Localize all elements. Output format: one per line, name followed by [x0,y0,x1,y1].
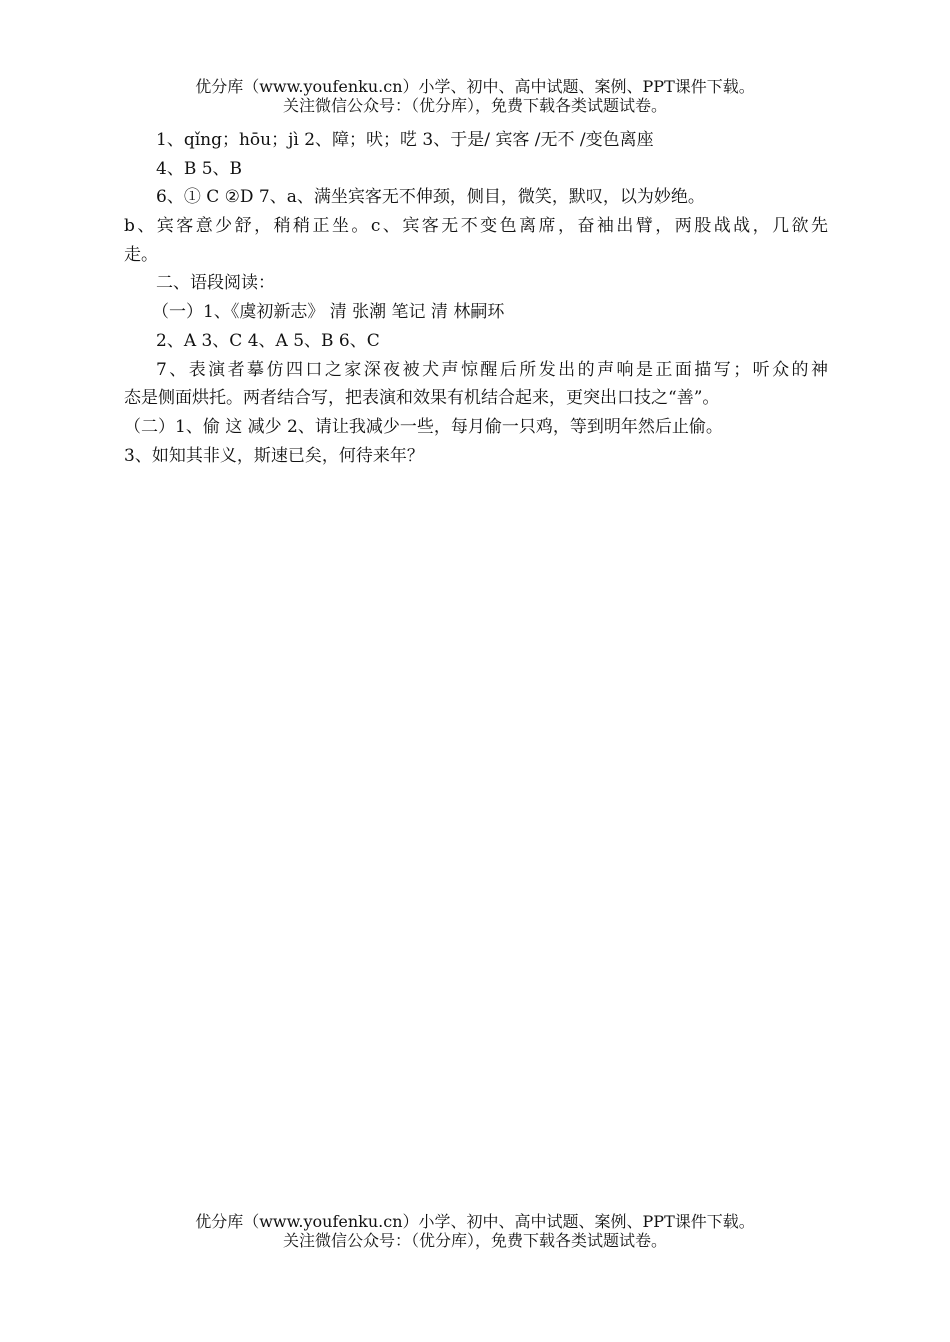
header-line-2: 关注微信公众号：（优分库），免费下载各类试题试卷。 [282,96,667,115]
answer-line-4: b、宾客意少舒，稍稍正坐。c、宾客无不变色离席，奋袖出臂，两股战战，几欲先 [124,216,828,237]
footer-line-2: 关注微信公众号：（优分库），免费下载各类试题试卷。 [282,1231,667,1250]
answer-line-2: 4、B 5、B [156,158,243,179]
answer-line-10: 态是侧面烘托。两者结合写，把表演和效果有机结合起来，更突出口技之“善”。 [124,388,720,409]
footer-line-1: 优分库（www.youfenku.cn）小学、初中、高中试题、案例、PPT课件下载。 [195,1212,755,1231]
header-line-1: 优分库（www.youfenku.cn）小学、初中、高中试题、案例、PPT课件下载。 [195,77,755,96]
page-header [0,77,950,115]
answer-line-7: （一）1、《虞初新志》 清 张潮 笔记 清 林嗣环 [152,302,505,323]
answer-content [124,126,828,470]
answer-line-5: 走。 [124,244,158,265]
section-heading: 二、语段阅读： [156,273,275,294]
answer-line-9: 7、表演者摹仿四口之家深夜被犬声惊醒后所发出的声响是正面描写；听众的神 [156,359,828,380]
answer-line-8: 2、A 3、C 4、A 5、B 6、C [156,330,380,351]
answer-line-1: 1、qǐng；hōu；jì 2、障；吠；呓 3、于是/ 宾客 /无不 /变色离座 [156,130,654,150]
answer-line-12: 3、如知其非义，斯速已矣，何待来年？ [124,445,424,466]
answer-line-11: （二）1、偷 这 减少 2、请让我减少一些，每月偷一只鸡，等到明年然后止偷。 [124,416,723,437]
page-footer [0,1212,950,1250]
answer-line-3: 6、① C ②D 7、a、满坐宾客无不伸颈，侧目，微笑，默叹，以为妙绝。 [156,187,705,208]
